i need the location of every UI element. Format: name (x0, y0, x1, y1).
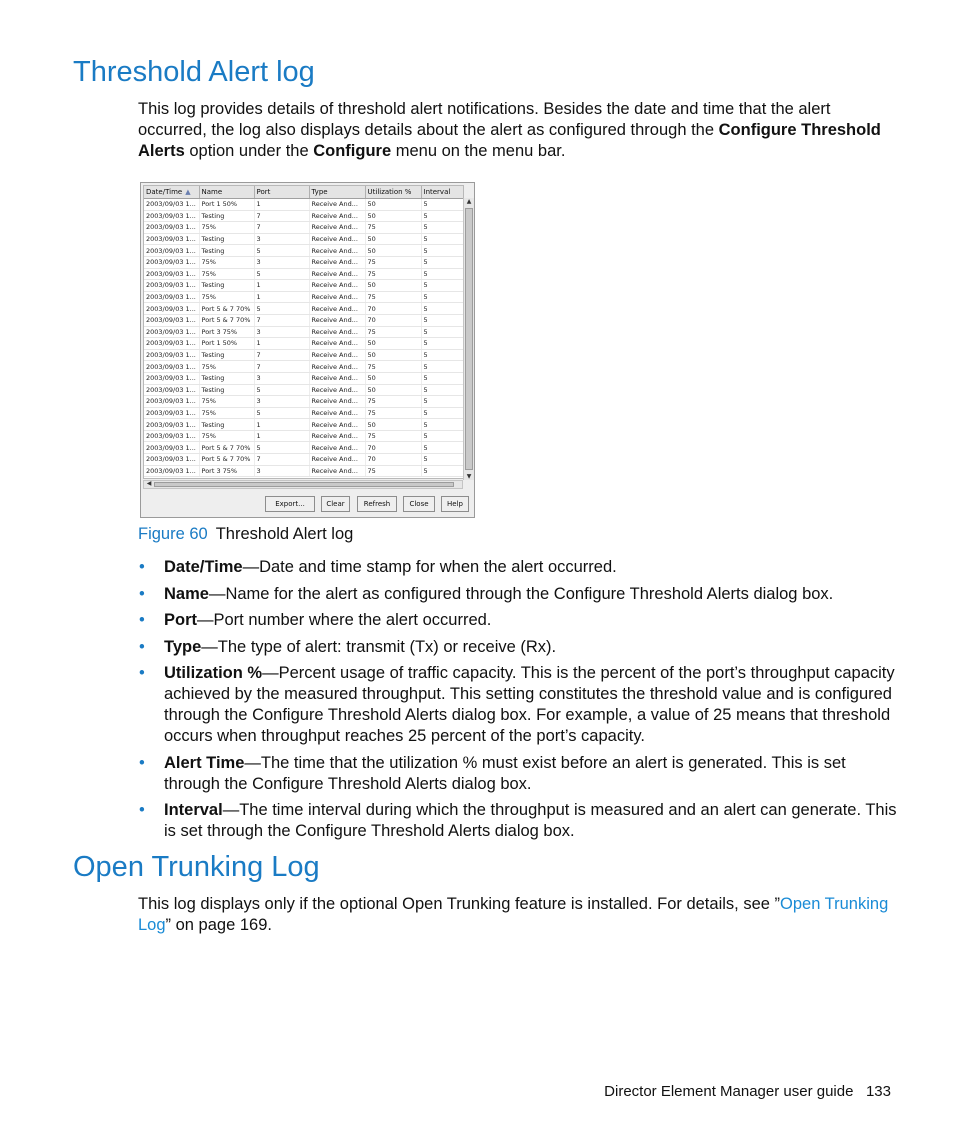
intro-text-3: menu on the menu bar. (391, 142, 566, 160)
column-header-port[interactable]: Port (254, 186, 309, 199)
table-row[interactable] (144, 419, 463, 431)
table-cell: Testing (199, 280, 254, 292)
table-row[interactable] (144, 245, 463, 257)
table-cell: 7 (254, 314, 309, 326)
table-row[interactable] (144, 465, 463, 477)
scroll-down-arrow-icon[interactable]: ▼ (466, 473, 472, 480)
table-cell: Receive And... (309, 384, 365, 396)
sort-ascending-icon: ▲ (185, 188, 191, 196)
table-cell: 50 (365, 210, 421, 222)
table-cell: 2003/09/03 1... (144, 430, 199, 442)
table-cell: Receive And... (309, 361, 365, 373)
table-cell: Receive And... (309, 407, 365, 419)
table-cell: 75% (199, 268, 254, 280)
table-cell: 75 (365, 407, 421, 419)
clear-button[interactable]: Clear (321, 496, 350, 512)
table-cell: 7 (254, 454, 309, 466)
table-cell: 1 (254, 338, 309, 350)
table-cell: 75 (365, 361, 421, 373)
table-row[interactable] (144, 372, 463, 384)
table-cell: 5 (421, 326, 463, 338)
table-cell: 3 (254, 326, 309, 338)
table-cell: Receive And... (309, 454, 365, 466)
table-cell: 7 (254, 222, 309, 234)
table-cell: 2003/09/03 1... (144, 465, 199, 477)
table-cell: 75 (365, 256, 421, 268)
table-cell: 2003/09/03 1... (144, 407, 199, 419)
table-cell: Receive And... (309, 245, 365, 257)
table-cell: 5 (421, 314, 463, 326)
table-cell: Port 3 75% (199, 465, 254, 477)
table-cell: 50 (365, 384, 421, 396)
table-cell: 2003/09/03 1... (144, 268, 199, 280)
table-row[interactable] (144, 291, 463, 303)
table-cell: Testing (199, 245, 254, 257)
list-item-name: • Name—Name for the alert as configured through the Configure Threshold Alerts dialog box. (139, 584, 834, 603)
table-cell: 5 (421, 349, 463, 361)
table-cell: Receive And... (309, 314, 365, 326)
table-cell: Testing (199, 384, 254, 396)
intro-text-2: option under the (184, 142, 314, 160)
table-cell: Receive And... (309, 465, 365, 477)
column-header-date-time[interactable]: Date/Time ▲ (144, 186, 199, 199)
bullet-icon: • (139, 664, 145, 682)
threshold-alert-log-screenshot (140, 182, 475, 518)
table-cell: 5 (421, 291, 463, 303)
table-cell: 2003/09/03 1... (144, 280, 199, 292)
table-cell: Receive And... (309, 430, 365, 442)
table-cell: 3 (254, 256, 309, 268)
table-cell: Receive And... (309, 338, 365, 350)
table-cell: Receive And... (309, 256, 365, 268)
table-cell: 2003/09/03 1... (144, 396, 199, 408)
list-item-date-time: • Date/Time—Date and time stamp for when the alert occurred. (139, 558, 617, 576)
horizontal-scrollbar[interactable] (143, 480, 463, 489)
figure-caption-text: Threshold Alert log (215, 525, 354, 543)
table-cell: Testing (199, 419, 254, 431)
scroll-left-arrow-icon[interactable]: ◀ (146, 480, 152, 487)
table-row[interactable] (144, 210, 463, 222)
table-cell: 3 (254, 396, 309, 408)
scroll-up-arrow-icon[interactable]: ▲ (466, 198, 472, 205)
table-cell: Receive And... (309, 268, 365, 280)
list-item-type: • Type—The type of alert: transmit (Tx) or receive (Rx). (139, 637, 557, 656)
list-item-utilization: • Utilization %—Percent usage of traffic capacity. This is the percent of the port’s throughput capacity achieved by the measured throughput. This setting constitutes the threshold value and is configured through the Configure Threshold Alerts dialog box. For example, a value of 25 means that threshold occurs when throughput reaches 25 percent of the port’s capacity. (139, 664, 895, 745)
intro-text-1: This log provides details of threshold alert notifications. Besides the date and time that the alert occurred, the log also displays details about the alert as configured through the (138, 100, 831, 139)
table-row[interactable] (144, 338, 463, 350)
table-cell: 3 (254, 465, 309, 477)
table-cell: 5 (421, 465, 463, 477)
table-cell: 2003/09/03 1... (144, 454, 199, 466)
table-cell: Receive And... (309, 419, 365, 431)
section-title-open-trunking-log: Open Trunking Log (73, 851, 320, 883)
table-row[interactable] (144, 233, 463, 245)
bullet-icon: • (139, 753, 145, 772)
table-cell: 5 (421, 407, 463, 419)
table-cell: 5 (421, 222, 463, 234)
intro-bold-configure-threshold-alerts: Configure Threshold Alerts (138, 121, 881, 160)
table-cell: 75% (199, 430, 254, 442)
table-cell: 5 (254, 245, 309, 257)
table-cell: 2003/09/03 1... (144, 361, 199, 373)
table-cell: 3 (254, 233, 309, 245)
figure-caption (138, 524, 353, 545)
table-cell: 5 (421, 454, 463, 466)
table-cell: 5 (421, 210, 463, 222)
table-cell: 70 (365, 303, 421, 315)
footer-title: Director Element Manager user guide (604, 1083, 854, 1100)
table-cell: 70 (365, 314, 421, 326)
table-cell: 50 (365, 245, 421, 257)
table-cell: 50 (365, 349, 421, 361)
table-row[interactable] (144, 349, 463, 361)
table-cell: Testing (199, 233, 254, 245)
column-header-utilization[interactable]: Utilization % (365, 186, 421, 199)
table-cell: Receive And... (309, 396, 365, 408)
table-header-row (144, 186, 463, 199)
table-cell: 5 (421, 256, 463, 268)
list-item-port: • Port—Port number where the alert occurred. (139, 611, 492, 629)
bullet-icon: • (139, 558, 145, 576)
table-cell: Testing (199, 210, 254, 222)
table-cell: 1 (254, 419, 309, 431)
table-cell: 5 (254, 384, 309, 396)
vertical-scrollbar[interactable] (463, 198, 474, 480)
table-cell: 2003/09/03 1... (144, 314, 199, 326)
table-cell: 75 (365, 326, 421, 338)
help-button[interactable]: Help (441, 496, 469, 512)
table-cell: 2003/09/03 1... (144, 210, 199, 222)
table-cell: Receive And... (309, 442, 365, 454)
section-title-threshold-alert-log: Threshold Alert log (73, 56, 315, 88)
table-cell: 2003/09/03 1... (144, 372, 199, 384)
table-cell: 5 (421, 245, 463, 257)
table-cell: 5 (421, 233, 463, 245)
table-cell: 5 (421, 280, 463, 292)
table-cell: 5 (254, 442, 309, 454)
table-cell: Port 5 & 7 70% (199, 303, 254, 315)
table-cell: 50 (365, 338, 421, 350)
table-row[interactable] (144, 280, 463, 292)
close-button[interactable]: Close (403, 496, 435, 512)
list-item-interval: • Interval—The time interval during which the throughput is measured and an alert can generate. This is set through the Configure Threshold Alerts dialog box. (139, 801, 897, 840)
table-cell: 2003/09/03 1... (144, 349, 199, 361)
table-cell: 2003/09/03 1... (144, 199, 199, 211)
table-cell: 50 (365, 419, 421, 431)
table-cell: 75% (199, 407, 254, 419)
table-cell: 5 (421, 268, 463, 280)
table-cell: 2003/09/03 1... (144, 326, 199, 338)
table-cell: 2003/09/03 1... (144, 222, 199, 234)
table-cell: 5 (421, 372, 463, 384)
table-cell: 50 (365, 372, 421, 384)
table-row[interactable] (144, 361, 463, 373)
table-row[interactable] (144, 326, 463, 338)
table-cell: 5 (421, 338, 463, 350)
table-cell: 75 (365, 222, 421, 234)
table-row[interactable] (144, 384, 463, 396)
list-item-alert-time: • Alert Time—The time that the utilization % must exist before an alert is generated. This is set through the Configure Threshold Alerts dialog box. (139, 753, 846, 793)
open-trunking-paragraph: This log displays only if the optional Open Trunking feature is installed. For details, see ”Open Trunking Log” on page 169. (138, 895, 889, 934)
table-cell: 3 (254, 372, 309, 384)
table-cell: Testing (199, 372, 254, 384)
table-cell: Receive And... (309, 326, 365, 338)
table-row[interactable] (144, 442, 463, 454)
table-cell: 5 (254, 407, 309, 419)
table-cell: 5 (421, 430, 463, 442)
table-cell: 75% (199, 291, 254, 303)
table-cell: 5 (421, 303, 463, 315)
table-row[interactable] (144, 256, 463, 268)
table-row[interactable] (144, 407, 463, 419)
threshold-intro-paragraph (138, 99, 898, 162)
figure-number: Figure 60 (138, 525, 208, 543)
column-header-type[interactable]: Type (309, 186, 365, 199)
table-cell: 7 (254, 210, 309, 222)
table-cell: 75 (365, 465, 421, 477)
table-cell: 1 (254, 430, 309, 442)
table-cell: 75% (199, 361, 254, 373)
table-row[interactable] (144, 303, 463, 315)
page-footer (604, 1082, 891, 1102)
table-cell: 5 (421, 419, 463, 431)
column-header-name[interactable]: Name (199, 186, 254, 199)
table-cell: Receive And... (309, 291, 365, 303)
table-cell: 5 (421, 361, 463, 373)
table-cell: 2003/09/03 1... (144, 291, 199, 303)
table-cell: 50 (365, 199, 421, 211)
table-cell: 2003/09/03 1... (144, 256, 199, 268)
table-row[interactable] (144, 454, 463, 466)
table-row[interactable] (144, 222, 463, 234)
table-cell: Receive And... (309, 372, 365, 384)
table-cell: Receive And... (309, 349, 365, 361)
table-cell: Testing (199, 349, 254, 361)
table-cell: Receive And... (309, 303, 365, 315)
column-header-interval[interactable]: Interval (421, 186, 463, 199)
table-cell: 1 (254, 280, 309, 292)
bullet-icon: • (139, 801, 145, 819)
intro-bold-configure: Configure (313, 142, 392, 160)
table-cell: 70 (365, 442, 421, 454)
table-cell: 7 (254, 361, 309, 373)
table-cell: 75% (199, 256, 254, 268)
table-cell: 2003/09/03 1... (144, 384, 199, 396)
table-cell: 75 (365, 430, 421, 442)
table-cell: 2003/09/03 1... (144, 338, 199, 350)
table-cell: 75% (199, 396, 254, 408)
table-cell: Port 5 & 7 70% (199, 454, 254, 466)
export-button[interactable]: Export... (265, 496, 315, 512)
table-cell: 75 (365, 291, 421, 303)
table-cell: 75 (365, 268, 421, 280)
table-row[interactable] (144, 268, 463, 280)
table-cell: Port 3 75% (199, 326, 254, 338)
table-cell: 50 (365, 280, 421, 292)
table-cell: 5 (421, 396, 463, 408)
table-cell: 50 (365, 233, 421, 245)
table-cell: Port 1 50% (199, 199, 254, 211)
table-cell: Port 5 & 7 70% (199, 442, 254, 454)
table-cell: 75% (199, 222, 254, 234)
table-cell: 2003/09/03 1... (144, 442, 199, 454)
table-cell: 2003/09/03 1... (144, 233, 199, 245)
table-cell: 5 (254, 303, 309, 315)
table-row[interactable] (144, 199, 463, 211)
table-cell: Receive And... (309, 222, 365, 234)
bullet-icon: • (139, 637, 145, 656)
vertical-scroll-thumb[interactable] (465, 208, 473, 470)
table-cell: 5 (254, 268, 309, 280)
table-cell: Receive And... (309, 280, 365, 292)
table-cell: Port 5 & 7 70% (199, 314, 254, 326)
table-cell: Receive And... (309, 210, 365, 222)
table-cell: Receive And... (309, 233, 365, 245)
bullet-icon: • (139, 584, 145, 603)
field-description-list (138, 557, 898, 848)
table-cell: 5 (421, 442, 463, 454)
log-table-body (144, 199, 463, 477)
table-cell: 2003/09/03 1... (144, 419, 199, 431)
log-table-area (143, 185, 464, 479)
table-cell: Receive And... (309, 199, 365, 211)
bullet-icon: • (139, 611, 145, 629)
table-row[interactable] (144, 396, 463, 408)
page-number: 133 (865, 1083, 891, 1100)
log-table (144, 186, 464, 477)
table-cell: 5 (421, 384, 463, 396)
table-cell: 1 (254, 199, 309, 211)
dialog-button-row (141, 496, 474, 514)
table-cell: 75 (365, 396, 421, 408)
table-cell: 2003/09/03 1... (144, 245, 199, 257)
table-cell: 2003/09/03 1... (144, 303, 199, 315)
open-trunking-log-link[interactable]: Open Trunking Log (138, 895, 889, 934)
table-cell: 1 (254, 291, 309, 303)
refresh-button[interactable]: Refresh (357, 496, 397, 512)
table-row[interactable] (144, 314, 463, 326)
table-cell: 5 (421, 199, 463, 211)
table-cell: 70 (365, 454, 421, 466)
table-cell: Port 1 50% (199, 338, 254, 350)
table-cell: 7 (254, 349, 309, 361)
table-row[interactable] (144, 430, 463, 442)
horizontal-scroll-thumb[interactable] (154, 482, 454, 487)
